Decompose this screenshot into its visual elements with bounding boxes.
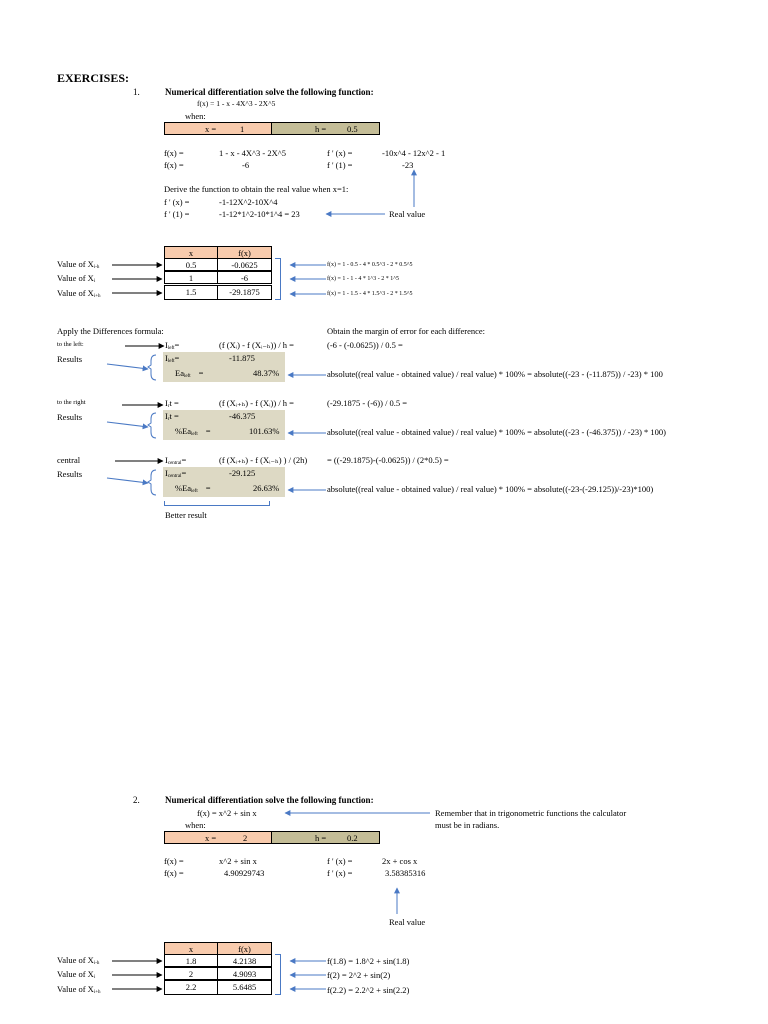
x-label: x = bbox=[205, 124, 217, 134]
fx-label-1: f(x) = bbox=[164, 148, 184, 158]
table2-head-fx: f(x) bbox=[217, 942, 272, 955]
I-sub: r bbox=[167, 404, 170, 409]
table1-note-2: f(x) = 1 - 1.5 - 4 * 1.5^3 - 2 * 1.5^5 bbox=[327, 291, 413, 297]
remember-line-2: must be in radians. bbox=[435, 820, 500, 830]
I-text: I bbox=[165, 340, 168, 350]
left-result-value: -11.875 bbox=[229, 353, 255, 363]
derive-label-1: f ' (x) = bbox=[164, 197, 190, 207]
table2-x-2: 2.2 bbox=[164, 980, 218, 995]
exercise-2-number: 2. bbox=[133, 795, 140, 805]
r-sub: left bbox=[191, 432, 198, 437]
table2-fx-0: 4.2138 bbox=[217, 954, 272, 967]
row-label-text: Value of X bbox=[57, 273, 94, 283]
table2-head-x: x bbox=[164, 942, 218, 955]
exercise-1-function: f(x) = 1 - x - 4X^3 - 2X^5 bbox=[197, 99, 276, 108]
central-result-value: -29.125 bbox=[229, 468, 256, 478]
r-label: I bbox=[165, 468, 168, 478]
row-label-text: Value of X bbox=[57, 969, 94, 979]
left-results-label: Results bbox=[57, 354, 83, 364]
fx-value-1: 1 - x - 4X^3 - 2X^5 bbox=[219, 148, 286, 158]
better-result-label: Better result bbox=[165, 510, 207, 520]
I-eq: = bbox=[174, 340, 180, 350]
left-error-value: 48.37% bbox=[253, 368, 280, 378]
table1-fx-2: -29.1875 bbox=[217, 285, 272, 300]
left-direction: to the left: bbox=[57, 341, 84, 348]
results-brace-left bbox=[148, 355, 156, 380]
fprime-label-2: f ' (1) = bbox=[327, 160, 353, 170]
h-label: h = bbox=[315, 833, 327, 843]
ex2-fx-label-1: f(x) = bbox=[164, 856, 184, 866]
right-error-formula: absolute((real value - obtained value) / real value) * 100% = absolute((-23 - (-46.375)) / -23) * 100) bbox=[327, 427, 667, 437]
right-direction: to the right bbox=[57, 399, 86, 406]
derive-text: Derive the function to obtain the real value when x=1: bbox=[164, 184, 349, 194]
ex2-fprime-value-2: 3.58385316 bbox=[385, 868, 426, 878]
table2-note-2: f(2.2) = 2.2^2 + sin(2.2) bbox=[327, 985, 410, 995]
apply-formula-text: Apply the Differences formula: bbox=[57, 326, 164, 336]
r-eq: = bbox=[205, 426, 211, 436]
row-label-sub: i+h bbox=[93, 294, 101, 299]
r-sub: central bbox=[167, 474, 182, 479]
central-results-label: Results bbox=[57, 469, 83, 479]
fx-value-2: -6 bbox=[242, 160, 250, 170]
central-direction: central bbox=[57, 455, 81, 465]
remember-line-1: Remember that in trigonometric functions the calculator bbox=[435, 808, 627, 818]
r-sub: left bbox=[183, 374, 191, 379]
r-eq: = bbox=[205, 483, 211, 493]
r-eq: = bbox=[174, 353, 180, 363]
I-eq: = bbox=[181, 455, 187, 465]
x-label: x = bbox=[205, 833, 217, 843]
row-label-sub: i bbox=[93, 975, 96, 980]
central-calc: = ((-29.1875)-(-0.0625)) / (2*0.5) = bbox=[327, 455, 449, 465]
left-calc: (-6 - (-0.0625)) / 0.5 = bbox=[327, 340, 403, 350]
table2-note-1: f(2) = 2^2 + sin(2) bbox=[327, 970, 391, 980]
exercise-1-number: 1. bbox=[133, 87, 140, 97]
exercise-2-function: f(x) = x^2 + sin x bbox=[197, 808, 257, 818]
r-eq: = bbox=[181, 468, 187, 478]
table1-fx-1: -6 bbox=[217, 271, 272, 284]
table1-note-1: f(x) = 1 - 1 - 4 * 1^3 - 2 * 1^5 bbox=[327, 276, 400, 282]
results-arrow-left bbox=[107, 364, 148, 369]
right-calc: (-29.1875 - (-6)) / 0.5 = bbox=[327, 398, 408, 408]
table1-x-1: 1 bbox=[164, 271, 218, 284]
table2-x-0: 1.8 bbox=[164, 954, 218, 967]
exercise-1-heading: Numerical differentiation solve the following function: bbox=[165, 87, 374, 97]
right-result-value: -46.375 bbox=[229, 411, 256, 421]
row-label-sub: i+h bbox=[93, 990, 101, 995]
I-text: I bbox=[165, 398, 168, 408]
fprime-label-1: f ' (x) = bbox=[327, 148, 353, 158]
row-label-sub: i-h bbox=[93, 265, 100, 270]
derive-label-2: f ' (1) = bbox=[164, 209, 190, 219]
real-value-label-1: Real value bbox=[389, 209, 426, 219]
ex2-fprime-label-2: f ' (x) = bbox=[327, 868, 353, 878]
I-sub: left bbox=[167, 346, 175, 351]
fprime-value-1: -10x^4 - 12x^2 - 1 bbox=[382, 148, 446, 158]
obtain-margin-text: Obtain the margin of error for each difference: bbox=[327, 326, 486, 336]
I-sub: central bbox=[167, 461, 182, 466]
ex2-fx-value-1: x^2 + sin x bbox=[219, 856, 257, 866]
ex2-fx-value-2: 4.90929743 bbox=[224, 868, 265, 878]
table2-fx-1: 4.9093 bbox=[217, 967, 272, 980]
h-label: h = bbox=[315, 124, 327, 134]
r-label: %Ea bbox=[175, 426, 192, 436]
row-label-sub: i bbox=[93, 279, 96, 284]
I-eq: t = bbox=[169, 398, 179, 408]
I-text: I bbox=[165, 455, 168, 465]
r-label: Ea bbox=[175, 368, 184, 378]
row-label-sub: i-h bbox=[93, 961, 100, 966]
right-formula: (f (Xᵢ₊ₕ) - f (Xᵢ)) / h = bbox=[219, 398, 294, 408]
r-eq: = bbox=[198, 368, 204, 378]
derive-value-2: -1-12*1^2-10*1^4 = 23 bbox=[219, 209, 300, 219]
table1-x-2: 1.5 bbox=[164, 285, 218, 300]
r-sub: left bbox=[191, 489, 198, 494]
exercises-title: EXERCISES: bbox=[57, 71, 130, 85]
r-sub: left bbox=[167, 359, 175, 364]
r-sub: r bbox=[167, 417, 170, 422]
central-error-formula: absolute((real value - obtained value) / real value) * 100% = absolute((-23-(-29.125))/-23)*100) bbox=[327, 484, 654, 494]
x-value: 1 bbox=[240, 124, 245, 134]
exercise-1-when: when: bbox=[185, 111, 206, 121]
row-label-text: Value of X bbox=[57, 288, 94, 298]
row-label-text: Value of X bbox=[57, 259, 94, 269]
left-formula: (f (Xᵢ) - f (Xᵢ₋ₕ)) / h = bbox=[219, 340, 294, 350]
h-value: 0.5 bbox=[347, 124, 358, 134]
r-eq: t = bbox=[169, 411, 179, 421]
fx-label-2: f(x) = bbox=[164, 160, 184, 170]
right-error-value: 101.63% bbox=[249, 426, 280, 436]
results-brace-central bbox=[148, 470, 156, 495]
table2-fx-2: 5.6485 bbox=[217, 980, 272, 995]
exercise-2-heading: Numerical differentiation solve the following function: bbox=[165, 795, 374, 805]
r-label: %Ea bbox=[175, 483, 192, 493]
central-formula: (f (Xᵢ₊ₕ) - f (Xᵢ₋ₕ) ) / (2h) bbox=[219, 455, 308, 465]
results-brace-right bbox=[148, 413, 156, 438]
fprime-value-2: -23 bbox=[402, 160, 414, 170]
derive-value-1: -1-12X^2-10X^4 bbox=[219, 197, 278, 207]
real-value-label-2: Real value bbox=[389, 917, 426, 927]
h-value: 0.2 bbox=[347, 833, 358, 843]
ex2-fprime-value-1: 2x + cos x bbox=[382, 856, 418, 866]
ex2-fprime-label-1: f ' (x) = bbox=[327, 856, 353, 866]
results-arrow-central bbox=[107, 478, 148, 483]
table2-x-1: 2 bbox=[164, 967, 218, 980]
right-results-label: Results bbox=[57, 412, 83, 422]
row-label-text: Value of X bbox=[57, 984, 94, 994]
row-label-text: Value of X bbox=[57, 955, 94, 965]
left-error-formula: absolute((real value - obtained value) / real value) * 100% = absolute((-23 - (-11.875)) / -23) * 100 bbox=[327, 369, 663, 379]
r-label: I bbox=[165, 411, 168, 421]
table2-note-0: f(1.8) = 1.8^2 + sin(1.8) bbox=[327, 956, 410, 966]
r-label: I bbox=[165, 353, 168, 363]
table1-fx-0: -0.0625 bbox=[217, 258, 272, 271]
table1-head-fx: f(x) bbox=[217, 246, 272, 259]
table1-head-x: x bbox=[164, 246, 218, 259]
x-value: 2 bbox=[243, 833, 248, 843]
results-arrow-right bbox=[107, 422, 148, 427]
exercise-2-when: when: bbox=[185, 820, 206, 830]
ex2-fx-label-2: f(x) = bbox=[164, 868, 184, 878]
central-error-value: 26.63% bbox=[253, 483, 280, 493]
table1-note-0: f(x) = 1 - 0.5 - 4 * 0.5^3 - 2 * 0.5^5 bbox=[327, 262, 413, 268]
table1-x-0: 0.5 bbox=[164, 258, 218, 271]
